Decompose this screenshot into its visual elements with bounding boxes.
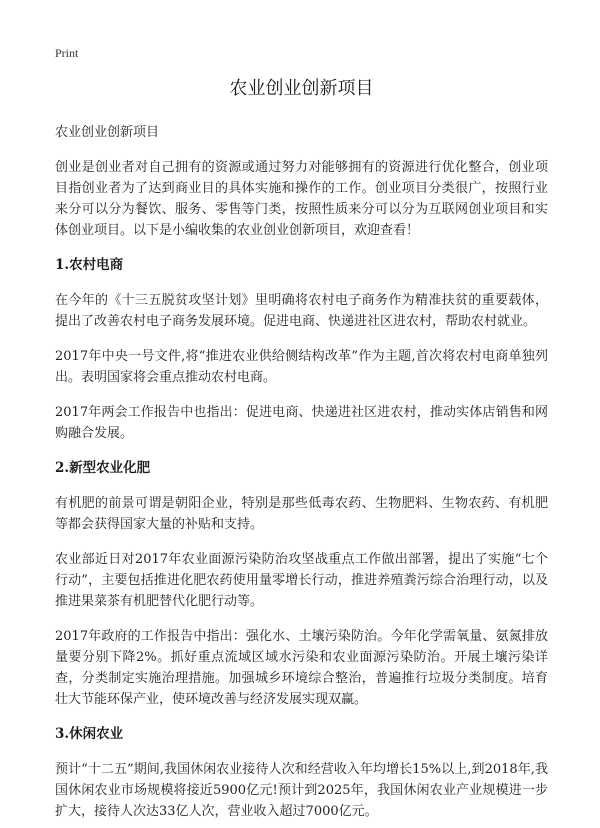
document-subtitle: 农业创业创新项目 bbox=[55, 125, 160, 140]
page-title: 农业创业创新项目 bbox=[229, 78, 374, 99]
print-link[interactable]: Print bbox=[55, 46, 79, 60]
section-1-paragraph-1: 在今年的《十三五脱贫攻坚计划》里明确将农村电子商务作为精准扶贫的重要载体，提出了改善农村电子商务发展环境。促进电商、快递进社区进农村，帮助农村就业。 bbox=[55, 293, 548, 329]
section-heading-leisure-agriculture: 3.休闲农业 bbox=[55, 726, 124, 742]
section-3-paragraph-1: 预计“十二五”期间,我国休闲农业接待人次和经营收入年均增长15%以上,到2018年,我国休闲农业市场规模将接近5900亿元!预计到2025年，我国休闲农业产业规模进一步扩大，接待人次达33亿人次，营业收入超过7000亿元。 bbox=[55, 762, 548, 819]
section-1-paragraph-3: 2017年两会工作报告中也指出：促进电商、快递进社区进农村，推动实体店销售和网购融合发展。 bbox=[55, 405, 548, 441]
intro-paragraph: 创业是创业者对自己拥有的资源或通过努力对能够拥有的资源进行优化整合，创业项目指创业者为了达到商业目的具体实施和操作的工作。创业项目分类很广，按照行业来分可以分为餐饮、服务、零售等门类，按照性质来分可以分为互联网创业项目和实体创业项目。以下是小编收集的农业创业创新项目，欢迎查看！ bbox=[55, 160, 548, 238]
section-2-paragraph-2: 农业部近日对2017年农业面源污染防治攻坚战重点工作做出部署，提出了实施“七个行动”，主要包括推进化肥农药使用量零增长行动，推进养殖粪污综合治理行动，以及推进果菜茶有机肥替代化肥行动等。 bbox=[55, 552, 548, 609]
section-2-paragraph-1: 有机肥的前景可谓是朝阳企业，特别是那些低毒农药、生物肥料、生物农药、有机肥等都会获得国家大量的补贴和支持。 bbox=[55, 496, 548, 532]
section-2-paragraph-3: 2017年政府的工作报告中指出：强化水、土壤污染防治。今年化学需氧量、氨氮排放量要分别下降2%。抓好重点流域区域水污染和农业面源污染防治。开展土壤污染详查，分类制定实施治理措施。加强城乡环境综合整治，普遍推行垃圾分类制度。培育壮大节能环保产业，使环境改善与经济发展实现双赢。 bbox=[55, 629, 548, 707]
section-1-paragraph-2: 2017年中央一号文件,将“推进农业供给侧结构改革”作为主题,首次将农村电商单独列出。表明国家将会重点推动农村电商。 bbox=[55, 349, 548, 385]
section-heading-new-fertilizer: 2.新型农业化肥 bbox=[55, 460, 151, 476]
section-heading-rural-ecommerce: 1.农村电商 bbox=[55, 257, 124, 273]
